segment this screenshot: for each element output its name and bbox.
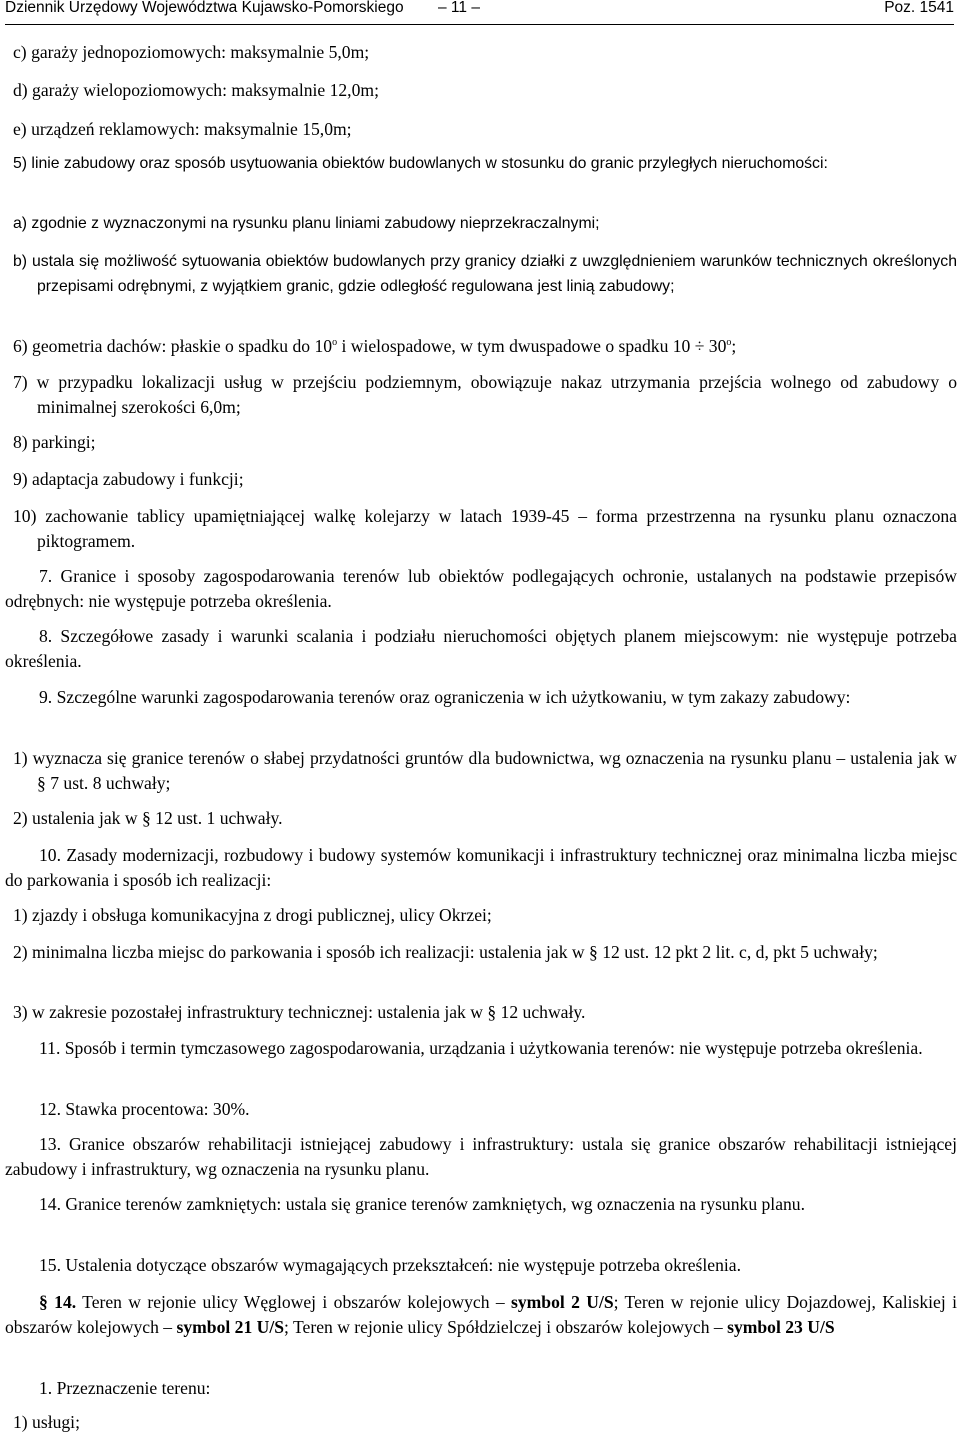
section-8: 8. Szczegółowe zasady i warunki scalania i podziału nieruchomości objętych planem miejscowym: nie występuje potrzeba określenia. xyxy=(5,626,957,671)
journal-title: Dziennik Urzędowy Województwa Kujawsko-Pomorskiego xyxy=(5,0,404,16)
item-d: d) garaży wielopoziomowych: maksymalnie 12,0m; xyxy=(13,80,379,100)
item-10: 10) zachowanie tablicy upamiętniającej walkę kolejarzy w latach 1939-45 – forma przestrzenna na rysunku planu oznaczona piktogramem. xyxy=(13,506,957,551)
symbol-23-us: symbol 23 U/S xyxy=(727,1316,835,1337)
paragraph-14-text-2: ; Teren w rejonie ulicy Dojazdowej, Kaliskiej i obszarów kolejowych – xyxy=(5,1292,957,1337)
section-10-item-1: 1) zjazdy i obsługa komunikacyjna z drogi publicznej, ulicy Okrzei; xyxy=(13,905,492,925)
item-5a: a) zgodnie z wyznaczonymi na rysunku planu liniami zabudowy nieprzekraczalnymi; xyxy=(13,215,600,232)
item-6-part1: 6) geometria dachów: płaskie o spadku do 10 xyxy=(13,336,333,356)
page-header xyxy=(5,0,954,25)
item-6-part3: ; xyxy=(731,336,737,356)
degree-sign-1: o xyxy=(332,337,338,348)
item-e: e) urządzeń reklamowych: maksymalnie 15,0m; xyxy=(13,119,352,139)
item-6 xyxy=(13,334,957,359)
section-9-item-2: 2) ustalenia jak w § 12 ust. 1 uchwały. xyxy=(13,808,283,828)
section-15: 15. Ustalenia dotyczące obszarów wymagających przekształceń: nie występuje potrzeba określenia. xyxy=(39,1255,741,1275)
section-10-item-3: 3) w zakresie pozostałej infrastruktury technicznej: ustalenia jak w § 12 uchwały. xyxy=(13,1002,586,1022)
paragraph-14-text-1: Teren w rejonie ulicy Węglowej i obszarów kolejowych – xyxy=(76,1292,511,1312)
item-9: 9) adaptacja zabudowy i funkcji; xyxy=(13,469,244,489)
section-10: 10. Zasady modernizacji, rozbudowy i budowy systemów komunikacji i infrastruktury technicznej oraz minimalna liczba miejsc do parkowania i sposób ich realizacji: xyxy=(5,845,957,890)
section-9: 9. Szczególne warunki zagospodarowania terenów oraz ograniczenia w ich użytkowaniu, w tym zakazy zabudowy: xyxy=(39,687,851,707)
item-5b: b) ustala się możliwość sytuowania obiektów budowlanych przy granicy działki z uwzględnieniem warunków technicznych określonych przepisami odrębnymi, z wyjątkiem granic, gdzie odległość regulowana jest linią zabudowy; xyxy=(13,253,957,295)
section-13: 13. Granice obszarów rehabilitacji istniejącej zabudowy i infrastruktury: ustala się granice obszarów rehabilitacji istniejącej zabudowy i infrastruktury, wg oznaczenia na rysunku planu. xyxy=(5,1134,957,1179)
page-number: – 11 – xyxy=(438,0,480,16)
degree-sign-2: o xyxy=(726,337,732,348)
item-5: 5) linie zabudowy oraz sposób usytuowania obiektów budowlanych w stosunku do granic przyległych nieruchomości: xyxy=(13,155,828,172)
paragraph-14 xyxy=(5,1290,957,1339)
section-9-item-1: 1) wyznacza się granice terenów o słabej przydatności gruntów dla budownictwa, wg oznaczenia na rysunku planu – ustalenia jak w § 7 ust. 8 uchwały; xyxy=(13,748,957,793)
section-12: 12. Stawka procentowa: 30%. xyxy=(39,1099,250,1119)
section-10-item-2: 2) minimalna liczba miejsc do parkowania i sposób ich realizacji: ustalenia jak w § 12 ust. 12 pkt 2 lit. c, d, pkt 5 uchwały; xyxy=(13,942,878,962)
section-11: 11. Sposób i termin tymczasowego zagospodarowania, urządzania i użytkowania terenów: nie występuje potrzeba określenia. xyxy=(39,1038,923,1058)
item-6-part2: i wielospadowe, w tym dwuspadowe o spadku 10 ÷ 30 xyxy=(337,336,727,356)
item-7: 7) w przypadku lokalizacji usług w przejściu podziemnym, obowiązuje nakaz utrzymania przejścia wolnego od zabudowy o minimalnej szerokości 6,0m; xyxy=(13,372,957,417)
section-7: 7. Granice i sposoby zagospodarowania terenów lub obiektów podlegających ochronie, ustalanych na podstawie przepisów odrębnych: nie występuje potrzeba określenia. xyxy=(5,566,957,611)
purpose-item-1: 1) usługi; xyxy=(13,1412,80,1432)
section-14-limits: 14. Granice terenów zamkniętych: ustala się granice terenów zamkniętych, wg oznaczenia na rysunku planu. xyxy=(39,1194,805,1214)
paragraph-14-number: § 14. xyxy=(39,1292,77,1312)
item-8: 8) parkingi; xyxy=(13,432,96,452)
purpose-heading: 1. Przeznaczenie terenu: xyxy=(39,1378,211,1398)
symbol-21-us: symbol 21 U/S xyxy=(176,1316,285,1337)
symbol-2-us: symbol 2 U/S xyxy=(511,1292,614,1312)
item-c: c) garaży jednopoziomowych: maksymalnie 5,0m; xyxy=(13,42,370,62)
position-number: Poz. 1541 xyxy=(884,0,954,16)
paragraph-14-text-3: ; Teren w rejonie ulicy Spółdzielczej i obszarów kolejowych – xyxy=(284,1316,728,1337)
